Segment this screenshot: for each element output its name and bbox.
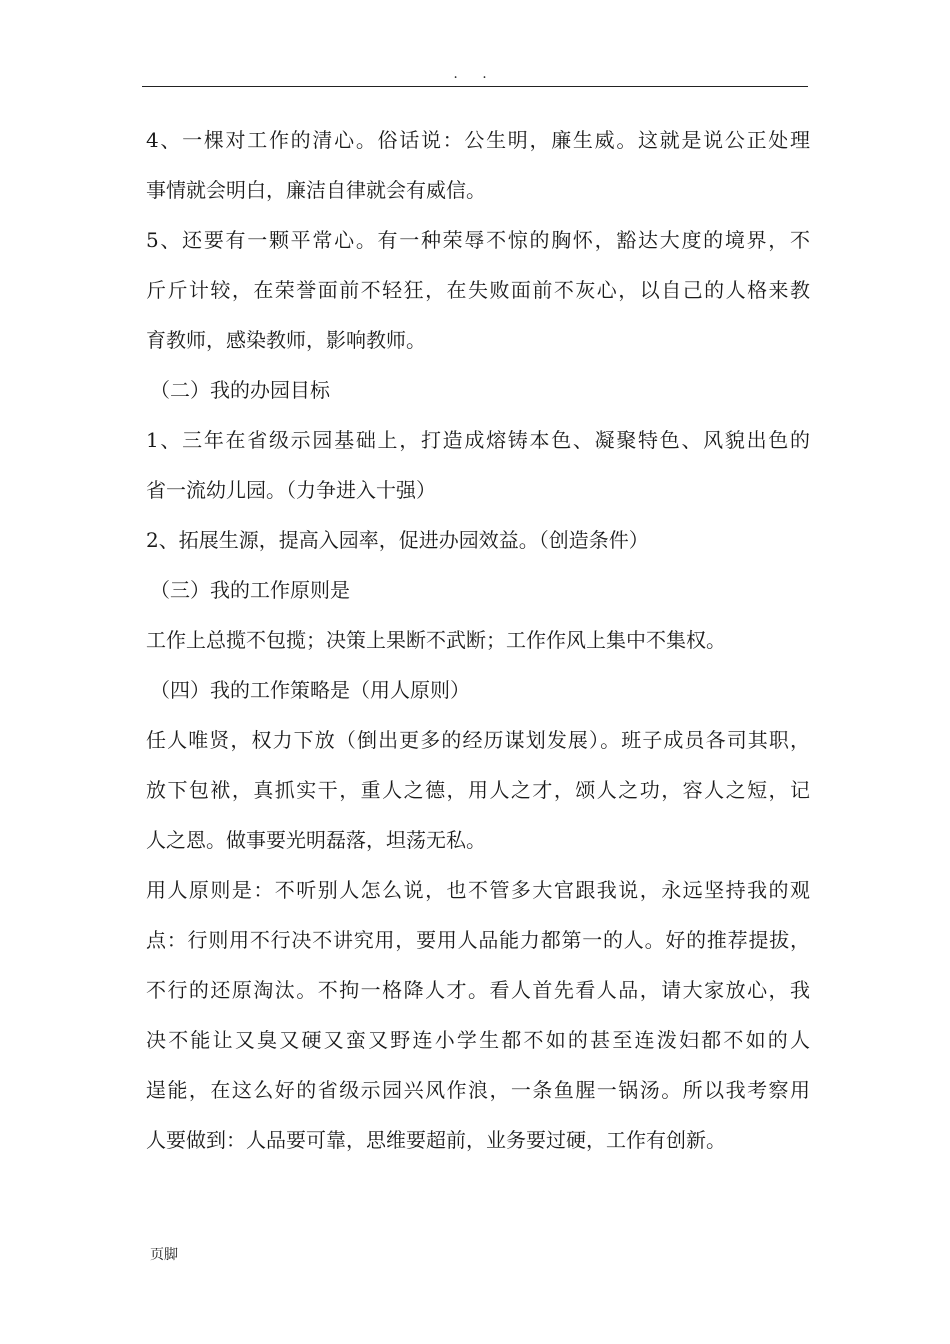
paragraph-line: 事情就会明白，廉洁自律就会有威信。 [146, 178, 486, 202]
section-heading-text: （三）我的工作原则是 [150, 578, 350, 602]
paragraph-line: 逞能，在这么好的省级示园兴风作浪，一条鱼腥一锅汤。所以我考察用 [146, 1078, 810, 1102]
paragraph-line: 用人原则是：不听别人怎么说，也不管多大官跟我说，永远坚持我的观 [146, 878, 810, 902]
paragraph-line: 育教师，感染教师，影响教师。 [146, 328, 426, 352]
para-goal-1 [146, 415, 810, 515]
paragraph-line: 1、三年在省级示园基础上，打造成熔铸本色、凝聚特色、风貌出色的 [146, 428, 810, 452]
paragraph-line: 任人唯贤，权力下放（倒出更多的经历谋划发展）。班子成员各司其职， [146, 728, 810, 752]
paragraph-line: 5、还要有一颗平常心。有一种荣辱不惊的胸怀，豁达大度的境界，不 [146, 228, 810, 252]
para-item-4 [146, 115, 810, 215]
section-heading-4 [146, 665, 810, 715]
paragraph-line: 斤斤计较，在荣誉面前不轻狂，在失败面前不灰心，以自己的人格来教 [146, 278, 810, 302]
section-heading-text: （二）我的办园目标 [150, 378, 330, 402]
paragraph-line: 放下包袱，真抓实干，重人之德，用人之才，颂人之功，容人之短，记 [146, 778, 810, 802]
header-rule [142, 86, 808, 87]
paragraph-line: 不行的还原淘汰。不拘一格降人才。看人首先看人品，请大家放心，我 [146, 978, 810, 1002]
paragraph-line: 人之恩。做事要光明磊落，坦荡无私。 [146, 828, 486, 852]
paragraph-line: 决不能让又臭又硬又蛮又野连小学生都不如的甚至连泼妇都不如的人 [146, 1028, 810, 1052]
paragraph-line: 省一流幼儿园。（力争进入十强） [146, 478, 436, 502]
footer-label: 页脚 [150, 1247, 178, 1263]
document-body [146, 115, 810, 1165]
paragraph-line: 4、一棵对工作的清心。俗话说：公生明，廉生威。这就是说公正处理 [146, 128, 810, 152]
paragraph-line: 点：行则用不行决不讲究用，要用人品能力都第一的人。好的推荐提拔， [146, 928, 810, 952]
para-strategy [146, 715, 810, 865]
paragraph-line: 工作上总揽不包揽；决策上果断不武断；工作作风上集中不集权。 [146, 628, 726, 652]
para-goal-2 [146, 515, 810, 565]
para-principle [146, 615, 810, 665]
section-heading-3 [146, 565, 810, 615]
para-employment [146, 865, 810, 1165]
section-heading-text: （四）我的工作策略是（用人原则） [150, 678, 470, 702]
section-heading-2 [146, 365, 810, 415]
paragraph-line: 人要做到：人品要可靠，思维要超前，业务要过硬，工作有创新。 [146, 1128, 726, 1152]
header-dots: . . [453, 66, 497, 82]
paragraph-line: 2、拓展生源，提高入园率，促进办园效益。（创造条件） [146, 528, 649, 552]
para-item-5 [146, 215, 810, 365]
